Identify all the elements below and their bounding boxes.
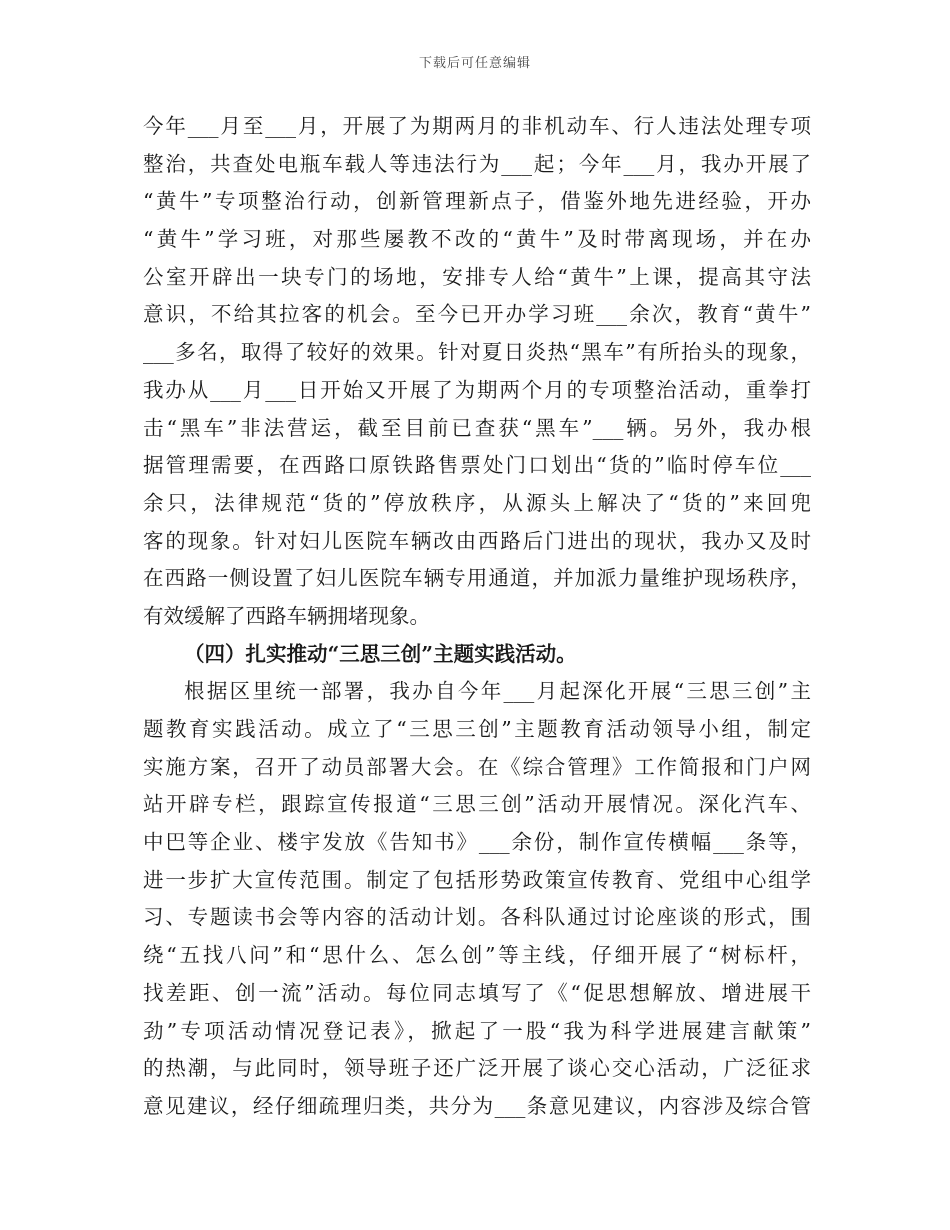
text-line: 劲”专项活动情况登记表》，掀起了一股“我为科学进展建言献策” (143, 1018, 811, 1043)
text-line: 有效缓解了西路车辆拥堵现象。 (143, 603, 430, 628)
text-line: 题教育实践活动。成立了“三思三创”主题教育活动领导小组，制定 (143, 717, 811, 741)
document-body (143, 108, 811, 1126)
text-line: 意见建议，经仔细疏理归类，共分为___条意见建议，内容涉及综合管 (143, 1093, 811, 1118)
text-line: ___多名，取得了较好的效果。针对夏日炎热“黑车”有所抬头的现象， (143, 340, 811, 365)
text-line: 余只，法律规范“货的”停放秩序，从源头上解决了“货的”来回兜 (143, 490, 811, 515)
paragraph-1 (143, 108, 811, 636)
text-line: 站开辟专栏，跟踪宣传报道“三思三创”活动开展情况。深化汽车、 (143, 792, 811, 817)
text-line: 公室开辟出一块专门的场地，安排专人给“黄牛”上课，提高其守法 (143, 264, 811, 289)
text-line: 习、专题读书会等内容的活动计划。各科队通过讨论座谈的形式，围 (143, 905, 811, 930)
text-line: “黄牛”学习班，对那些屡教不改的“黄牛”及时带离现场，并在办 (143, 227, 811, 252)
text-line: 意识，不给其拉客的机会。至今已开办学习班___余次，教育“黄牛” (143, 302, 811, 327)
text-line: 击“黑车”非法营运，截至目前已查获“黑车”___辆。另外，我办根 (143, 415, 811, 440)
paragraph-2 (143, 673, 811, 1125)
text-line: 根据区里统一部署，我办自今年___月起深化开展“三思三创”主 (184, 679, 811, 704)
text-line: 中巴等企业、楼宇发放《告知书》___余份，制作宣传横幅___条等， (143, 830, 811, 855)
text-line: 整治，共查处电瓶车载人等违法行为___起；今年___月，我办开展了 (143, 151, 811, 176)
text-line: 今年___月至___月，开展了为期两月的非机动车、行人违法处理专项 (143, 114, 811, 138)
page-header: 下载后可任意编辑 (418, 56, 531, 71)
text-line: 实施方案，召开了动员部署大会。在《综合管理》工作简报和门户网 (143, 754, 811, 779)
text-line: 的热潮，与此同时，领导班子还广泛开展了谈心交心活动，广泛征求 (143, 1056, 811, 1081)
text-line: “黄牛”专项整治行动，创新管理新点子，借鉴外地先进经验，开办 (143, 189, 811, 214)
text-line: 据管理需要，在西路口原铁路售票处门口划出“货的”临时停车位___ (143, 453, 811, 478)
section-heading: （四）扎实推动“三思三创”主题实践活动。 (184, 641, 577, 666)
text-line: 客的现象。针对妇儿医院车辆改由西路后门进出的现状，我办又及时 (143, 528, 811, 553)
text-line: 进一步扩大宣传范围。制定了包括形势政策宣传教育、党组中心组学 (143, 867, 811, 892)
text-line: 在西路一侧设置了妇儿医院车辆专用通道，并加派力量维护现场秩序， (143, 566, 811, 591)
text-line: 我办从___月___日开始又开展了为期两个月的专项整治活动，重拳打 (143, 377, 811, 402)
text-line: 绕“五找八问”和“思什么、怎么创”等主线，仔细开展了“树标杆， (143, 943, 811, 968)
text-line: 找差距、创一流”活动。每位同志填写了《“促思想解放、增进展干 (143, 980, 811, 1005)
